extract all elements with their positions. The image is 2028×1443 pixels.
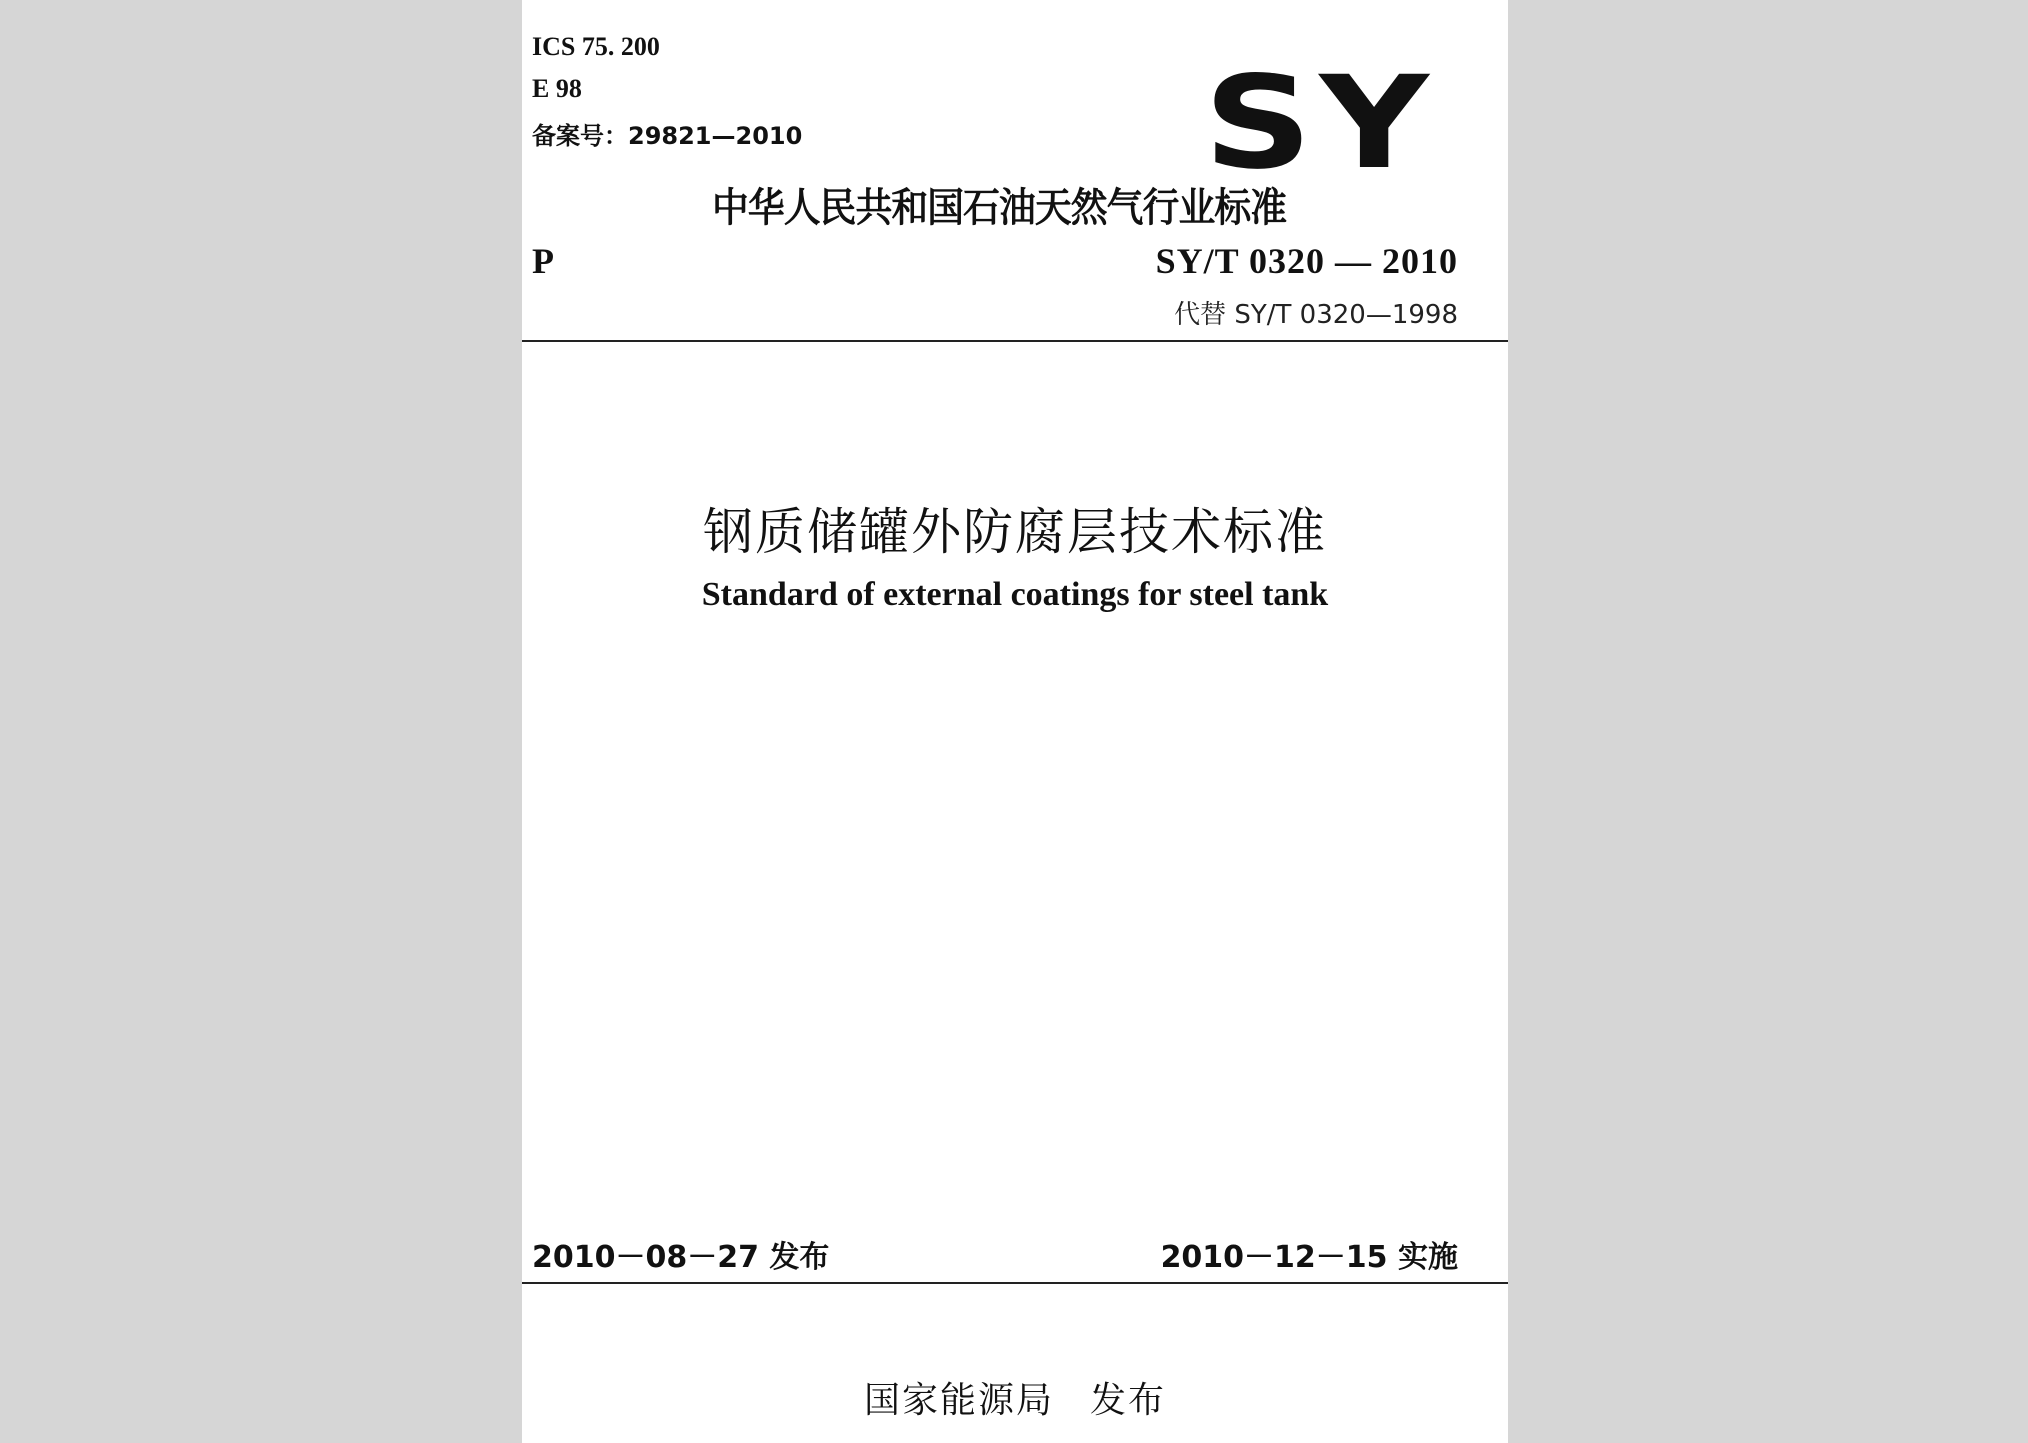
record-number: 备案号：29821—2010 [532,122,803,150]
replaces-standard: 代替 SY/T 0320—1998 [1174,300,1458,330]
category-code: P [532,241,554,281]
title-english: Standard of external coatings for steel tank [701,576,1329,613]
ccs-code: E 98 [532,74,582,103]
title-chinese: 钢质储罐外防腐层技术标准 [703,503,1327,561]
sy-logo: SY [1203,49,1436,198]
implementation-date: 2010－12－15 实施 [1160,1240,1458,1275]
ics-code: ICS 75. 200 [532,32,660,61]
standard-cover-page [522,0,1508,1443]
industry-standard-title: 中华人民共和国石油天然气行业标准 [712,185,1287,231]
standard-number: SY/T 0320 — 2010 [1155,241,1458,281]
publisher-name: 国家能源局 [863,1380,1054,1421]
bottom-divider [522,1282,1508,1284]
top-divider [522,340,1508,342]
publisher-action: 发布 [1090,1380,1167,1421]
issue-date: 2010－08－27 发布 [532,1240,830,1275]
publisher-line [522,1372,1508,1423]
